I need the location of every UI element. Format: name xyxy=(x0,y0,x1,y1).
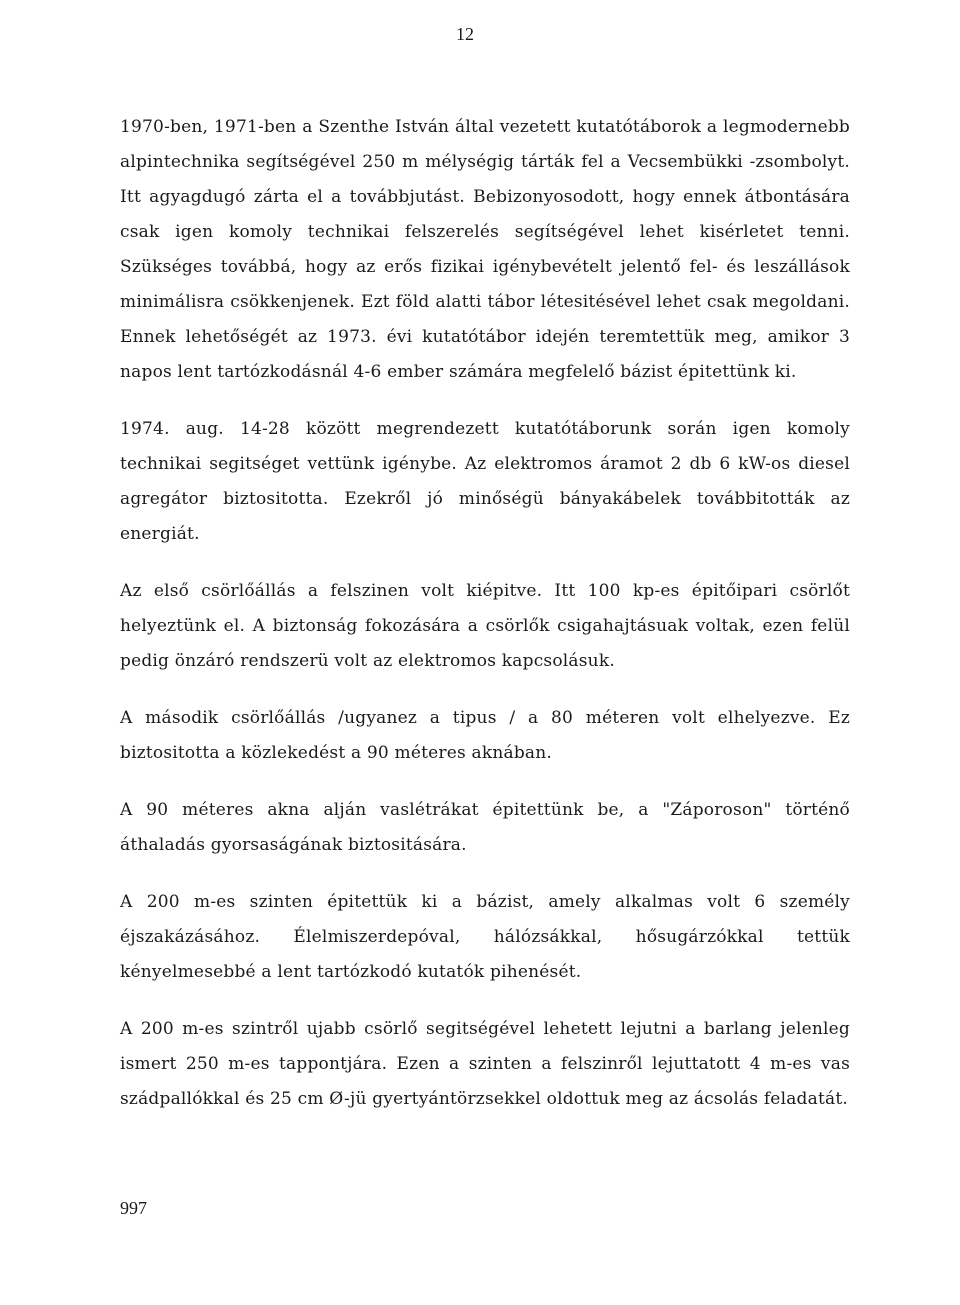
paragraph: A második csörlőállás /ugyanez a tipus / a 80 méteren volt elhelyezve. Ez biztositotta a közlekedést a 90 méteres aknában. xyxy=(120,708,850,763)
page-number: 12 xyxy=(456,24,474,44)
paragraph: A 90 méteres akna alján vaslétrákat épitettünk be, a "Záporoson" történő áthaladás gyorsaságának biztositására. xyxy=(120,800,850,855)
document-body xyxy=(120,110,850,1117)
paragraph: A 200 m-es szinten épitettük ki a bázist, amely alkalmas volt 6 személy éjszakázásához. Élelmiszerdepóval, hálózsákkal, hősugárzókkal tettük kényelmesebbé a lent tartózkodó kutatók pihenését. xyxy=(120,892,850,982)
paragraph: 1970-ben, 1971-ben a Szenthe István által vezetett kutatótáborok a legmodernebb alpintechnika segítségével 250 m mélységig tárták fel a Vecsembükki -zsombolyt. Itt agyagdugó zárta el a továbbjutást. Bebizonyosodott, hogy ennek átbontására csak igen komoly technikai felszerelés segítségével lehet kisérletet tenni. Szükséges továbbá, hogy az erős fizikai igénybevételt jelentő fel- és leszállások minimálisra csökkenjenek. Ezt föld alatti tábor létesitésével lehet csak megoldani. Ennek lehetőségét az 1973. évi kutatótábor idején teremtettük meg, amikor 3 napos lent tartózkodásnál 4-6 ember számára megfelelő bázist épitettünk ki. xyxy=(120,117,850,382)
paragraph: Az első csörlőállás a felszinen volt kiépitve. Itt 100 kp-es épitőipari csörlőt helyeztünk el. A biztonság fokozására a csörlők csigahajtásuak voltak, ezen felül pedig önzáró rendszerü volt az elektromos kapcsolásuk. xyxy=(120,581,850,671)
footer-page-number: 997 xyxy=(120,1198,147,1218)
paragraph: A 200 m-es szintről ujabb csörlő segitségével lehetett lejutni a barlang jelenleg ismert 250 m-es tappontjára. Ezen a szinten a felszinről lejuttatott 4 m-es vas szádpallókkal és 25 cm Ø-jü gyertyántörzsekkel oldottuk meg az ácsolás feladatát. xyxy=(120,1019,850,1109)
paragraph: 1974. aug. 14-28 között megrendezett kutatótáborunk során igen komoly technikai segitséget vettünk igénybe. Az elektromos áramot 2 db 6 kW-os diesel agregátor biztositotta. Ezekről jó minőségü bányakábelek továbbitották az energiát. xyxy=(120,419,850,544)
